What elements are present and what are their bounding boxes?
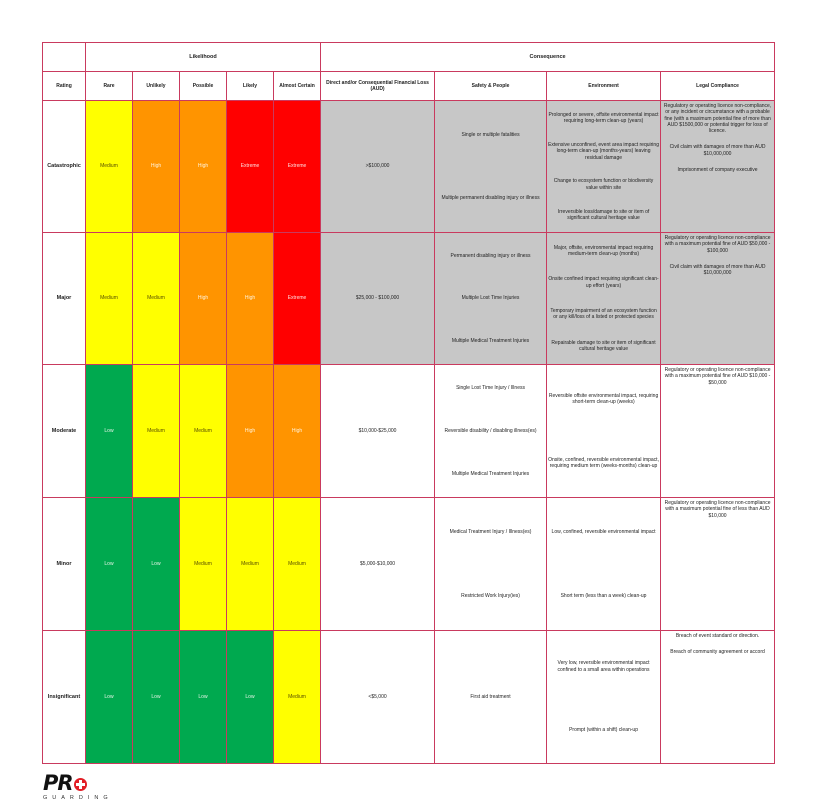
- legal-cell: [661, 498, 775, 631]
- consequence-col-legal: Legal Compliance: [661, 72, 775, 101]
- risk-level-cell: High: [180, 233, 227, 365]
- financial-loss-cell: $10,000-$25,000: [321, 365, 435, 498]
- logo-brand-text: PR: [43, 771, 73, 795]
- risk-level-cell: Medium: [86, 233, 133, 365]
- financial-loss-cell: >$100,000: [321, 101, 435, 233]
- safety-item: First aid treatment: [470, 693, 511, 700]
- safety-item: Single Lost Time Injury / Illness: [456, 385, 525, 392]
- risk-level-cell: High: [133, 101, 180, 233]
- safety-item: Multiple Medical Treatment Injuries: [451, 337, 530, 344]
- safety-cell: [435, 631, 547, 764]
- safety-item: Permanent disabling injury or illness: [450, 253, 531, 260]
- consequence-col-financial: Direct and/or Consequential Financial Loss (AUD): [321, 72, 435, 101]
- safety-item: Single or multiple fatalities: [461, 131, 520, 138]
- environment-item: Irreversible loss/damage to site or item of significant cultural heritage value: [557, 208, 650, 221]
- environment-item: Onsite, confined, reversible environmental impact, requiring medium term (weeks-months) clean-up: [548, 456, 659, 469]
- risk-level-cell: Medium: [133, 233, 180, 365]
- consequence-col-safety: Safety & People: [435, 72, 547, 101]
- legal-item: Imprisonment of company executive: [677, 166, 758, 173]
- risk-level-cell: Low: [180, 631, 227, 764]
- consequence-header: Consequence: [321, 43, 775, 72]
- pro-guarding-logo: [43, 773, 131, 803]
- safety-item: Reversible disability / disabling illness(es): [444, 427, 537, 434]
- risk-matrix-table: [42, 42, 775, 764]
- rating-cell: Insignificant: [43, 631, 86, 764]
- likelihood-header: Likelihood: [86, 43, 321, 72]
- risk-level-cell: Extreme: [274, 233, 321, 365]
- legal-item: Breach of community agreement or accord: [670, 649, 765, 656]
- safety-item: Multiple Lost Time Injuries: [461, 295, 520, 302]
- environment-item: Very low, reversible environmental impact confined to a small area within operations: [557, 660, 650, 673]
- likelihood-col-almost-certain: Almost Certain: [274, 72, 321, 101]
- logo-wordmark: [43, 773, 131, 794]
- likelihood-col-likely: Likely: [227, 72, 274, 101]
- risk-level-cell: Low: [86, 631, 133, 764]
- safety-cell: [435, 101, 547, 233]
- environment-item: Change to ecosystem function or biodiversity value within site: [553, 178, 654, 191]
- risk-level-cell: Medium: [274, 631, 321, 764]
- legal-item: Regulatory or operating licence non-compliance with a maximum potential fine of AUD $50,000 - $100,000: [664, 235, 771, 254]
- table-row: [43, 631, 775, 764]
- rating-header: Rating: [43, 72, 86, 101]
- environment-item: Prolonged or severe, offsite environmental impact requiring long-term clean-up (years): [548, 111, 659, 125]
- financial-loss-cell: $25,000 - $100,000: [321, 233, 435, 365]
- environment-cell: [547, 101, 661, 233]
- legal-item: Breach of event standard or direction.: [675, 633, 760, 639]
- safety-item: Restricted Work Injury(ies): [461, 592, 520, 599]
- corner-cell: [43, 43, 86, 72]
- risk-level-cell: Low: [227, 631, 274, 764]
- risk-level-cell: Low: [86, 365, 133, 498]
- risk-level-cell: High: [227, 365, 274, 498]
- risk-level-cell: Low: [86, 498, 133, 631]
- consequence-col-environment: Environment: [547, 72, 661, 101]
- risk-level-cell: Medium: [227, 498, 274, 631]
- risk-level-cell: Extreme: [227, 101, 274, 233]
- risk-level-cell: High: [227, 233, 274, 365]
- likelihood-col-rare: Rare: [86, 72, 133, 101]
- environment-cell: [547, 365, 661, 498]
- environment-item: Short term (less than a week) clean-up: [560, 592, 647, 599]
- environment-cell: [547, 498, 661, 631]
- table-row: [43, 101, 775, 233]
- safety-item: Multiple Medical Treatment Injuries: [451, 470, 530, 477]
- likelihood-col-unlikely: Unlikely: [133, 72, 180, 101]
- rating-cell: Major: [43, 233, 86, 365]
- risk-level-cell: Medium: [180, 365, 227, 498]
- legal-item: Regulatory or operating licence non-compliance with a maximum potential fine of AUD $10,000 - $50,000: [664, 367, 771, 386]
- header-row-columns: [43, 72, 775, 101]
- risk-level-cell: Medium: [133, 365, 180, 498]
- header-row-groups: [43, 43, 775, 72]
- safety-cell: [435, 233, 547, 365]
- rating-cell: Minor: [43, 498, 86, 631]
- legal-item: Civil claim with damages of more than AUD $10,000,000: [669, 263, 766, 276]
- risk-level-cell: High: [180, 101, 227, 233]
- risk-level-cell: Medium: [180, 498, 227, 631]
- financial-loss-cell: <$5,000: [321, 631, 435, 764]
- legal-cell: [661, 101, 775, 233]
- legal-cell: [661, 631, 775, 764]
- safety-cell: [435, 365, 547, 498]
- legal-cell: [661, 365, 775, 498]
- safety-item: Multiple permanent disabling injury or illness: [441, 195, 540, 202]
- environment-item: Major, offsite, environmental impact requiring medium-term clean-up (months): [553, 244, 654, 257]
- environment-cell: [547, 233, 661, 365]
- environment-cell: [547, 631, 661, 764]
- risk-level-cell: High: [274, 365, 321, 498]
- risk-level-cell: Medium: [86, 101, 133, 233]
- likelihood-col-possible: Possible: [180, 72, 227, 101]
- legal-cell: [661, 233, 775, 365]
- table-row: [43, 233, 775, 365]
- risk-level-cell: Medium: [274, 498, 321, 631]
- rating-cell: Catastrophic: [43, 101, 86, 233]
- safety-cell: [435, 498, 547, 631]
- risk-level-cell: Low: [133, 498, 180, 631]
- risk-level-cell: Extreme: [274, 101, 321, 233]
- environment-item: Onsite confined impact requiring significant clean-up effort (years): [548, 276, 659, 289]
- environment-item: Repairable damage to site or item of significant cultural heritage value: [551, 339, 656, 353]
- environment-item: Prompt (within a shift) clean-up: [569, 727, 638, 734]
- table-row: [43, 365, 775, 498]
- financial-loss-cell: $5,000-$10,000: [321, 498, 435, 631]
- logo-tagline: GUARDING: [43, 795, 113, 801]
- table-row: [43, 498, 775, 631]
- legal-item: Civil claim with damages of more than AUD $10,000,000: [669, 144, 766, 157]
- environment-item: Extensive unconfined, event area impact requiring long-term clean-up (months-years) leaving residual damage: [548, 142, 659, 161]
- medical-cross-icon: [74, 778, 87, 791]
- environment-item: Temporary impairment of an ecosystem function or any kill/loss of a listed or protected species: [550, 308, 657, 321]
- environment-item: Reversible offsite environmental impact, requiring short-term clean-up (weeks): [548, 392, 659, 405]
- rating-cell: Moderate: [43, 365, 86, 498]
- legal-item: Regulatory or operating licence non-compliance, or any incident or circumstance with a probable fine (with a maximum potential fine of more than AUD $1500,000 or potential trigger for loss of licence.: [663, 103, 772, 134]
- risk-level-cell: Low: [133, 631, 180, 764]
- environment-item: Low, confined, reversible environmental impact: [551, 528, 656, 535]
- legal-item: Regulatory or operating licence non-compliance with a maximum potential fine of less than AUD $10,000: [664, 500, 771, 519]
- safety-item: Medical Treatment Injury / Illness(es): [449, 528, 532, 535]
